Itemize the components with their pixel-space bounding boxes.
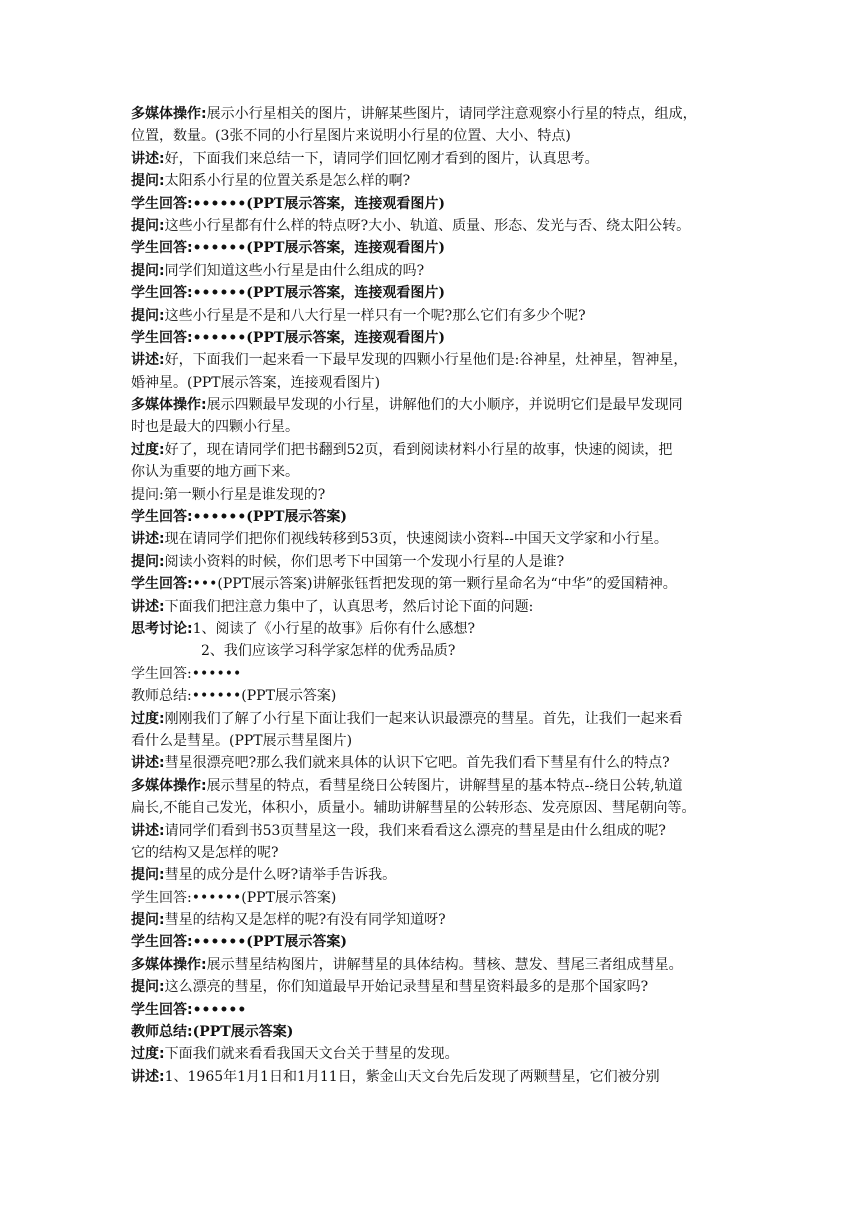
text-line <box>131 640 741 662</box>
text-line <box>131 103 741 125</box>
text-line <box>131 618 741 640</box>
line-text: 刚刚我们了解了小行星下面让我们一起来认识最漂亮的彗星。首先，让我们一起来看 <box>164 710 683 727</box>
line-text: 好，下面我们来总结一下，请同学们回忆刚才看到的图片，认真思考。 <box>164 150 599 167</box>
line-text: 下面我们把注意力集中了，认真思考，然后讨论下面的问题: <box>164 598 534 615</box>
text-line <box>131 305 741 327</box>
line-label: 多媒体操作: <box>131 397 207 414</box>
text-line <box>131 931 741 953</box>
line-label: 提问: <box>131 979 165 996</box>
line-label: 讲述: <box>131 598 165 615</box>
text-line <box>131 909 741 931</box>
text-line <box>131 528 741 550</box>
line-text: 彗星的结构又是怎样的呢?有没有同学知道呀? <box>164 912 446 929</box>
text-line <box>131 282 741 304</box>
line-label: 多媒体操作: <box>131 956 207 973</box>
line-label: 提问: <box>131 217 165 234</box>
line-label: 提问: <box>131 867 165 884</box>
line-label: 提问: <box>131 912 165 929</box>
text-line <box>131 439 741 461</box>
line-text: ••••••(PPT展示答案) <box>192 934 348 951</box>
text-line <box>131 775 741 797</box>
line-text: 这么漂亮的彗星，你们知道最早开始记录彗星和彗星资料最多的是那个国家吗? <box>164 979 649 996</box>
line-label: 过度: <box>131 1046 165 1063</box>
text-line <box>131 1066 741 1088</box>
line-label: 讲述: <box>131 755 165 772</box>
text-line <box>131 663 741 685</box>
line-text: •••(PPT展示答案)讲解张钰哲把发现的第一颗行星命名为“中华”的爱国精神。 <box>192 576 677 593</box>
line-label: 讲述: <box>131 150 165 167</box>
text-line <box>131 820 741 842</box>
line-text: 位置，数量。(3张不同的小行星图片来说明小行星的位置、大小、特点) <box>131 128 571 145</box>
text-line <box>131 237 741 259</box>
text-line <box>131 372 741 394</box>
text-line <box>131 730 741 752</box>
line-label: 提问: <box>131 553 165 570</box>
text-line <box>131 193 741 215</box>
line-text: 看什么是彗星。(PPT展示彗星图片) <box>131 732 353 749</box>
line-text: 展示四颗最早发现的小行星，讲解他们的大小顺序，并说明它们是最早发现同 <box>206 397 683 414</box>
text-line <box>131 842 741 864</box>
text-line <box>131 685 741 707</box>
text-line <box>131 461 741 483</box>
line-label: 过度: <box>131 441 165 458</box>
line-text: 彗星很漂亮吧?那么我们就来具体的认识下它吧。首先我们看下彗星有什么的特点? <box>164 755 670 772</box>
line-label: 学生回答: <box>131 1001 193 1018</box>
text-line <box>131 394 741 416</box>
line-label: 多媒体操作: <box>131 777 207 794</box>
line-text: 同学们知道这些小行星是由什么组成的吗? <box>164 262 425 279</box>
line-text: 彗星的成分是什么呀?请举手告诉我。 <box>164 867 397 884</box>
text-line <box>131 797 741 819</box>
line-label: 讲述: <box>131 822 165 839</box>
line-text: 这些小行星都有什么样的特点呀?大小、轨道、质量、形态、发光与否、绕太阳公转。 <box>164 217 691 234</box>
line-text: 好了，现在请同学们把书翻到52页，看到阅读材料小行星的故事，快速的阅读，把 <box>164 441 673 458</box>
line-text: 展示小行星相关的图片，讲解某些图片，请同学注意观察小行星的特点，组成， <box>206 106 697 122</box>
text-line <box>131 148 741 170</box>
text-line <box>131 864 741 886</box>
line-text: 现在请同学们把你们视线转移到53页，快速阅读小资料--中国天文学家和小行星。 <box>164 531 668 548</box>
text-line <box>131 215 741 237</box>
text-line <box>131 954 741 976</box>
text-line <box>131 551 741 573</box>
line-text: ••••••(PPT展示答案，连接观看图片) <box>192 195 446 212</box>
text-line <box>131 708 741 730</box>
text-line <box>131 1021 741 1043</box>
line-label: 学生回答: <box>131 285 193 302</box>
line-text: 提问:第一颗小行星是谁发现的? <box>131 486 326 503</box>
line-text: 展示彗星的特点，看彗星绕日公转图片，讲解彗星的基本特点--绕日公转,轨道 <box>206 777 683 794</box>
line-text: 展示彗星结构图片，讲解彗星的具体结构。彗核、慧发、彗尾三者组成彗星。 <box>206 956 683 973</box>
line-label: 学生回答: <box>131 240 193 257</box>
line-text: 学生回答:••••••(PPT展示答案) <box>131 889 337 906</box>
line-label: 提问: <box>131 307 165 324</box>
line-text: 1、阅读了《小行星的故事》后你有什么感想? <box>192 620 476 637</box>
text-line <box>131 260 741 282</box>
line-label: 思考讨论: <box>131 620 193 637</box>
line-text: 时也是最大的四颗小行星。 <box>131 419 299 436</box>
line-label: 学生回答: <box>131 195 193 212</box>
line-text: 扁长,不能自己发光，体积小，质量小。辅助讲解彗星的公转形态、发亮原因、彗尾朝向等。 <box>131 800 696 817</box>
line-label: 过度: <box>131 710 165 727</box>
line-text: ••••••(PPT展示答案，连接观看图片) <box>192 285 446 302</box>
line-text: 下面我们就来看看我国天文台关于彗星的发现。 <box>164 1046 459 1063</box>
line-text: 教师总结:••••••(PPT展示答案) <box>131 688 337 705</box>
line-label: 学生回答: <box>131 576 193 593</box>
line-label: 多媒体操作: <box>131 106 207 122</box>
line-label: 讲述: <box>131 531 165 548</box>
text-line <box>131 327 741 349</box>
line-text: 请同学们看到书53页彗星这一段，我们来看看这么漂亮的彗星是由什么组成的呢? <box>164 822 666 839</box>
line-text: 你认为重要的地方画下来。 <box>131 464 299 481</box>
line-label: 讲述: <box>131 352 165 369</box>
line-label: 学生回答: <box>131 329 193 346</box>
line-text: 2、我们应该学习科学家怎样的优秀品质? <box>201 643 456 660</box>
line-text: ••••••(PPT展示答案，连接观看图片) <box>192 240 446 257</box>
line-label: 提问: <box>131 173 165 190</box>
text-line <box>131 887 741 909</box>
text-line <box>131 125 741 147</box>
text-line <box>131 349 741 371</box>
line-text: ••••••(PPT展示答案，连接观看图片) <box>192 329 446 346</box>
line-text: •••••• <box>192 1001 247 1018</box>
text-line <box>131 976 741 998</box>
text-line <box>131 1043 741 1065</box>
line-text: (PPT展示答案) <box>192 1024 294 1041</box>
line-label: 学生回答: <box>131 934 193 951</box>
line-text: 阅读小资料的时候，你们思考下中国第一个发现小行星的人是谁? <box>164 553 565 570</box>
text-line <box>131 416 741 438</box>
text-line <box>131 170 741 192</box>
line-label: 学生回答: <box>131 509 193 526</box>
line-label: 讲述: <box>131 1068 165 1085</box>
line-label: 提问: <box>131 262 165 279</box>
text-line <box>131 999 741 1021</box>
line-text: 这些小行星是不是和八大行星一样只有一个呢?那么它们有多少个呢? <box>164 307 586 324</box>
text-line <box>131 484 741 506</box>
document-page <box>131 103 741 1088</box>
line-text: 它的结构又是怎样的呢? <box>131 844 279 861</box>
line-text: ••••••(PPT展示答案) <box>192 509 348 526</box>
line-text: 好，下面我们一起来看一下最早发现的四颗小行星他们是:谷神星，灶神星，智神星， <box>164 352 688 369</box>
text-line <box>131 596 741 618</box>
text-line <box>131 506 741 528</box>
line-text: 太阳系小行星的位置关系是怎么样的啊? <box>164 173 411 190</box>
line-text: 婚神星。(PPT展示答案，连接观看图片) <box>131 374 381 391</box>
line-text: 1、1965年1月1日和1月11日，紫金山天文台先后发现了两颗彗星，它们被分别 <box>164 1068 660 1085</box>
line-text: 学生回答:•••••• <box>131 665 242 682</box>
text-line <box>131 752 741 774</box>
line-label: 教师总结: <box>131 1024 193 1041</box>
text-line <box>131 573 741 595</box>
